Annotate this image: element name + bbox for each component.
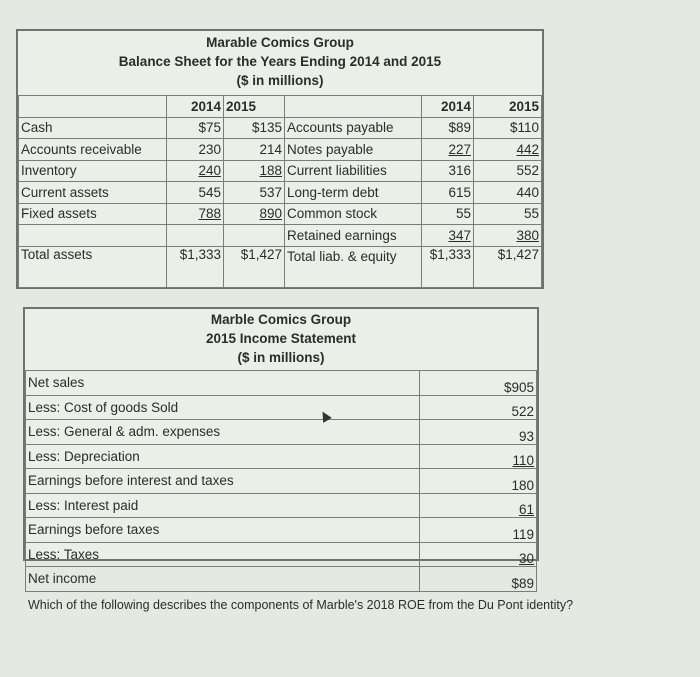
balance-sheet-grid (18, 95, 542, 288)
asset-value (224, 160, 285, 182)
year-header: 2014 (167, 96, 224, 118)
cell-text: 30 (518, 551, 534, 566)
income-statement-grid (25, 370, 537, 592)
cell-text: $110 (509, 120, 539, 136)
income-statement-table (23, 307, 539, 591)
units-label: ($ in millions) (237, 350, 325, 365)
cell-text: Cash (21, 120, 53, 136)
line-item-value (420, 542, 537, 567)
asset-value (167, 160, 224, 182)
units-label: ($ in millions) (236, 73, 324, 88)
asset-label (19, 182, 167, 204)
table-row (19, 160, 542, 182)
cell-text: 188 (259, 163, 282, 179)
cell-text: 119 (512, 526, 534, 542)
cell-text: Total liab. & equity (287, 248, 397, 264)
liability-value (474, 203, 542, 225)
cell-text: 552 (516, 163, 539, 179)
line-item-value (420, 518, 537, 543)
liability-label (285, 246, 422, 287)
table-row (26, 493, 537, 518)
cell-text: $75 (198, 120, 221, 136)
table-row (26, 567, 537, 592)
cell-text: 240 (198, 163, 221, 179)
line-item-label: Earnings before interest and taxes (26, 469, 420, 494)
cell-text: Retained earnings (287, 227, 397, 243)
line-item-value (420, 444, 537, 469)
line-item-label: Earnings before taxes (26, 518, 420, 543)
liability-value (422, 139, 474, 161)
asset-value (224, 246, 285, 287)
line-item-value (420, 469, 537, 494)
liability-value (422, 160, 474, 182)
asset-label (19, 246, 167, 287)
cell-text: $1,427 (497, 246, 539, 262)
asset-value (167, 203, 224, 225)
liability-value (422, 225, 474, 247)
asset-value (167, 117, 224, 139)
asset-value (224, 203, 285, 225)
asset-label (19, 117, 167, 139)
asset-label (19, 225, 167, 247)
cell-text: Notes payable (287, 141, 374, 157)
asset-value (224, 182, 285, 204)
cell-text: 55 (455, 206, 471, 222)
asset-label (19, 139, 167, 161)
cell-text: 890 (259, 206, 282, 222)
table-row (19, 182, 542, 204)
line-item-label: Less: Taxes (26, 542, 420, 567)
table-row (19, 139, 542, 161)
liability-label (285, 225, 422, 247)
year-header: 2015 (224, 96, 285, 118)
cell-text: Accounts receivable (21, 141, 142, 157)
table-row (19, 203, 542, 225)
balance-sheet-title: Balance Sheet for the Years Ending 2014 and 2015 (118, 54, 442, 69)
liability-value (422, 117, 474, 139)
cell-text: 522 (511, 404, 534, 419)
cell-text: Long-term debt (287, 184, 379, 200)
liability-label (285, 117, 422, 139)
cell-text: 61 (518, 502, 534, 517)
table-row (19, 117, 542, 139)
line-item-label: Less: Cost of goods Sold (26, 395, 420, 420)
table-row (26, 518, 537, 543)
cell-text: 110 (512, 453, 534, 468)
cell-text: Total assets (21, 246, 93, 262)
liability-value (422, 182, 474, 204)
cell-text: Accounts payable (287, 120, 394, 136)
cell-text: $905 (503, 379, 534, 395)
cell-text: Current assets (21, 184, 109, 200)
cell-text: Fixed assets (21, 206, 97, 222)
liability-value (474, 225, 542, 247)
cell-text: 442 (516, 141, 539, 157)
cell-text: 227 (448, 141, 471, 157)
line-item-label: Less: Interest paid (26, 493, 420, 518)
asset-value (224, 139, 285, 161)
cell-text: 180 (511, 477, 534, 493)
asset-value (224, 117, 285, 139)
asset-value (167, 246, 224, 287)
liability-label (285, 139, 422, 161)
liability-value (422, 203, 474, 225)
cell-text: 545 (198, 184, 221, 200)
cell-text: $1,427 (240, 246, 282, 262)
table-row (26, 371, 537, 396)
cell-text: 316 (448, 163, 471, 179)
year-header: 2015 (474, 96, 542, 118)
question-text: Which of the following describes the components of Marble's 2018 ROE from the Du Pont identity? (28, 598, 574, 612)
asset-value (167, 139, 224, 161)
cell-text: Inventory (21, 163, 77, 179)
table-row (19, 246, 542, 287)
balance-sheet-table (16, 29, 544, 289)
income-statement-title: 2015 Income Statement (205, 331, 357, 346)
company-name: Marble Comics Group (210, 312, 352, 327)
table-row (26, 444, 537, 469)
line-item-value (420, 395, 537, 420)
line-item-value (420, 420, 537, 445)
cell-text: Current liabilities (287, 163, 387, 179)
table-row (19, 225, 542, 247)
line-item-value (420, 371, 537, 396)
liability-value (422, 246, 474, 287)
asset-value (167, 225, 224, 247)
cell-text: 380 (516, 227, 539, 243)
cell-text: 214 (259, 141, 282, 157)
cell-text: $1,333 (429, 246, 471, 262)
liability-value (474, 160, 542, 182)
company-name: Marable Comics Group (206, 35, 354, 50)
cell-text: 55 (523, 206, 539, 222)
cell-text: $89 (511, 575, 534, 591)
cell-text: 615 (448, 184, 471, 200)
year-header: 2014 (422, 96, 474, 118)
year-header-row (19, 96, 542, 118)
cell-text: 93 (518, 428, 534, 444)
balance-sheet-header (18, 31, 542, 95)
cell-text: 230 (198, 141, 221, 157)
cell-text: 347 (448, 227, 471, 243)
cell-text: Common stock (287, 206, 378, 222)
asset-label (19, 160, 167, 182)
liability-value (474, 246, 542, 287)
asset-value (167, 182, 224, 204)
line-item-label: Net sales (26, 371, 420, 396)
liability-value (474, 139, 542, 161)
cell-text: 440 (516, 184, 539, 200)
cell-text: $1,333 (179, 246, 221, 262)
line-item-label: Less: General & adm. expenses (26, 420, 420, 445)
liability-label (285, 160, 422, 182)
table-row (26, 469, 537, 494)
asset-value (224, 225, 285, 247)
liability-label (285, 203, 422, 225)
income-statement-header (25, 309, 537, 370)
line-item-label: Less: Depreciation (26, 444, 420, 469)
cell-text: 537 (259, 184, 282, 200)
cell-text: $89 (448, 120, 471, 136)
table-row (26, 420, 537, 445)
line-item-value (420, 567, 537, 592)
line-item-label: Net income (26, 567, 420, 592)
table-row (26, 542, 537, 567)
cell-text: 788 (198, 206, 221, 222)
liability-value (474, 182, 542, 204)
line-item-value (420, 493, 537, 518)
liability-label (285, 182, 422, 204)
asset-label (19, 203, 167, 225)
table-row (26, 395, 537, 420)
liability-value (474, 117, 542, 139)
cell-text: $135 (251, 120, 282, 136)
